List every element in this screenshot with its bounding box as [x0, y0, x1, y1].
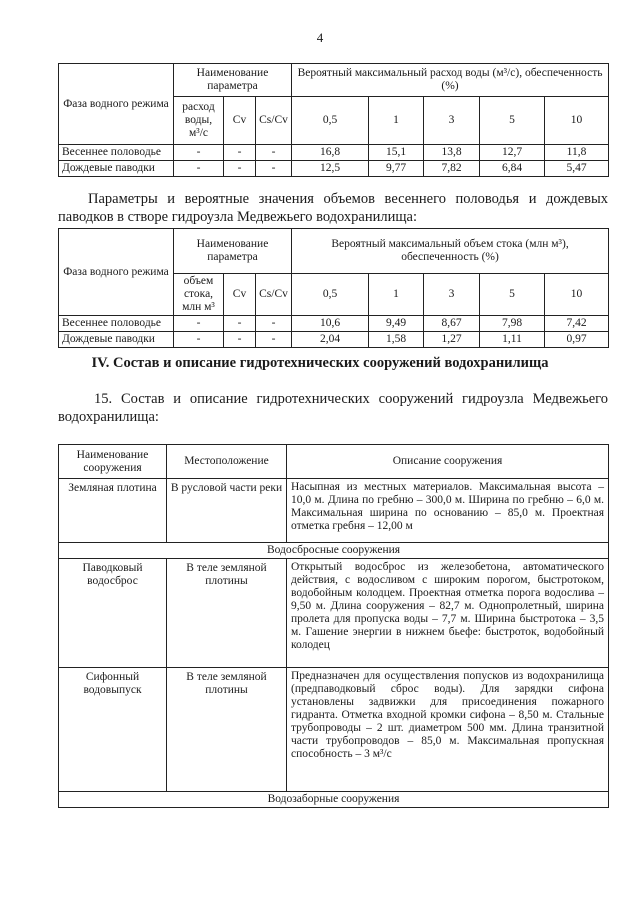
header-structure-name: Наименование сооружения [59, 445, 167, 479]
value-cell: 7,98 [480, 316, 545, 332]
prob-col: 10 [545, 97, 609, 145]
value-cell: 13,8 [424, 145, 480, 161]
prob-col: 1 [369, 274, 424, 316]
value-cell: 7,82 [424, 161, 480, 177]
table-row [59, 668, 609, 792]
phase-cell: Дождевые паводки [59, 161, 174, 177]
phase-cell: Дождевые паводки [59, 332, 174, 348]
paragraph-volumes-intro: Параметры и вероятные значения объемов весеннего половодья и дождевых паводков в створе гидроузла Медвежьего водохранилища: [58, 191, 608, 225]
value-cell: 1,11 [480, 332, 545, 348]
table-row [59, 332, 609, 348]
value-cell: 1,58 [369, 332, 424, 348]
param-cell: - [224, 161, 256, 177]
table-row [59, 161, 609, 177]
runoff-volume-table [58, 228, 609, 348]
param-cell: - [256, 161, 292, 177]
param-cell: - [174, 161, 224, 177]
section-heading: IV. Состав и описание гидротехнических сооружений водохранилища [91, 355, 549, 371]
flow-rate-table [58, 63, 609, 177]
value-cell: 11,8 [545, 145, 609, 161]
value-cell: 12,7 [480, 145, 545, 161]
structure-description: Насыпная из местных материалов. Максимальная высота – 10,0 м. Длина по гребню – 300,0 м. Ширина по гребню – 6,0 м. Максимальная ширина по основанию – 85,0 м. Проектная отметка гребня – 12,00 м [287, 479, 609, 543]
value-cell: 5,47 [545, 161, 609, 177]
structure-description: Открытый водосброс из железобетона, автоматического действия, с водосливом с широким порогом, быстротоком, водобойным колодцем. Проектная отметка порога водослива – 9,50 м. Длина сооружения – 82,7 м. Однопролетный, ширина пролета для пропуска воды – 7,7 м. Ширина быстротока – 3,5 м. Гашение энергии в нижнем бьефе: быстроток, водобойный колодец [287, 559, 609, 668]
param-cell: - [256, 145, 292, 161]
structure-description: Предназначен для осуществления попусков из водохранилища (предпаводковый сброс воды). Для зарядки сифона установлены задвижки для присоединения пожарного гидранта. Отметка входной кромки сифона – 8,50 м. Стальные трубопроводы – 2 шт. диаметром 500 мм. Длина транзитной части трубопроводов – 85,0 м. Максимальная пропускная способность – 3 м³/с [287, 668, 609, 792]
phase-cell: Весеннее половодье [59, 145, 174, 161]
value-cell: 2,04 [292, 332, 369, 348]
param-cell: - [224, 145, 256, 161]
header-cscv: Cs/Cv [256, 97, 292, 145]
header-probability: Вероятный максимальный объем стока (млн м³), обеспеченность (%) [292, 229, 609, 274]
param-cell: - [256, 332, 292, 348]
value-cell: 15,1 [369, 145, 424, 161]
value-cell: 9,77 [369, 161, 424, 177]
value-cell: 10,6 [292, 316, 369, 332]
value-cell: 1,27 [424, 332, 480, 348]
structures-table [58, 444, 609, 808]
param-cell: - [256, 316, 292, 332]
section-row-intake: Водозаборные сооружения [59, 792, 609, 808]
header-location: Местоположение [167, 445, 287, 479]
section-row-spillway: Водосбросные сооружения [59, 543, 609, 559]
structure-name: Земляная плотина [59, 479, 167, 543]
prob-col: 5 [480, 274, 545, 316]
header-probability: Вероятный максимальный расход воды (м³/с), обеспеченность (%) [292, 64, 609, 97]
header-description: Описание сооружения [287, 445, 609, 479]
param-cell: - [174, 316, 224, 332]
param-cell: - [174, 332, 224, 348]
value-cell: 6,84 [480, 161, 545, 177]
param-cell: - [224, 316, 256, 332]
prob-col: 3 [424, 274, 480, 316]
header-phase: Фаза водного режима [59, 64, 174, 145]
header-parameter: Наименование параметра [174, 64, 292, 97]
prob-col: 0,5 [292, 97, 369, 145]
value-cell: 12,5 [292, 161, 369, 177]
value-cell: 16,8 [292, 145, 369, 161]
page-number: 4 [316, 30, 324, 45]
header-cscv: Cs/Cv [256, 274, 292, 316]
prob-col: 10 [545, 274, 609, 316]
value-cell: 0,97 [545, 332, 609, 348]
table-row [59, 479, 609, 543]
structure-location: В русловой части реки [167, 479, 287, 543]
header-phase: Фаза водного режима [59, 229, 174, 316]
paragraph-item-15: 15. Состав и описание гидротехнических сооружений гидроузла Медвежьего водохранилища: [58, 391, 608, 425]
prob-col: 1 [369, 97, 424, 145]
header-cv: Cv [224, 97, 256, 145]
prob-col: 0,5 [292, 274, 369, 316]
value-cell: 7,42 [545, 316, 609, 332]
header-flow: расход воды, м³/с [174, 97, 224, 145]
value-cell: 8,67 [424, 316, 480, 332]
structure-name: Сифонный водовыпуск [59, 668, 167, 792]
phase-cell: Весеннее половодье [59, 316, 174, 332]
structure-location: В теле земляной плотины [167, 559, 287, 668]
prob-col: 5 [480, 97, 545, 145]
prob-col: 3 [424, 97, 480, 145]
header-volume: объем стока, млн м³ [174, 274, 224, 316]
table-row [59, 316, 609, 332]
param-cell: - [174, 145, 224, 161]
header-parameter: Наименование параметра [174, 229, 292, 274]
header-cv: Cv [224, 274, 256, 316]
value-cell: 9,49 [369, 316, 424, 332]
table-row [59, 559, 609, 668]
param-cell: - [224, 332, 256, 348]
structure-location: В теле земляной плотины [167, 668, 287, 792]
table-row [59, 145, 609, 161]
structure-name: Паводковый водосброс [59, 559, 167, 668]
